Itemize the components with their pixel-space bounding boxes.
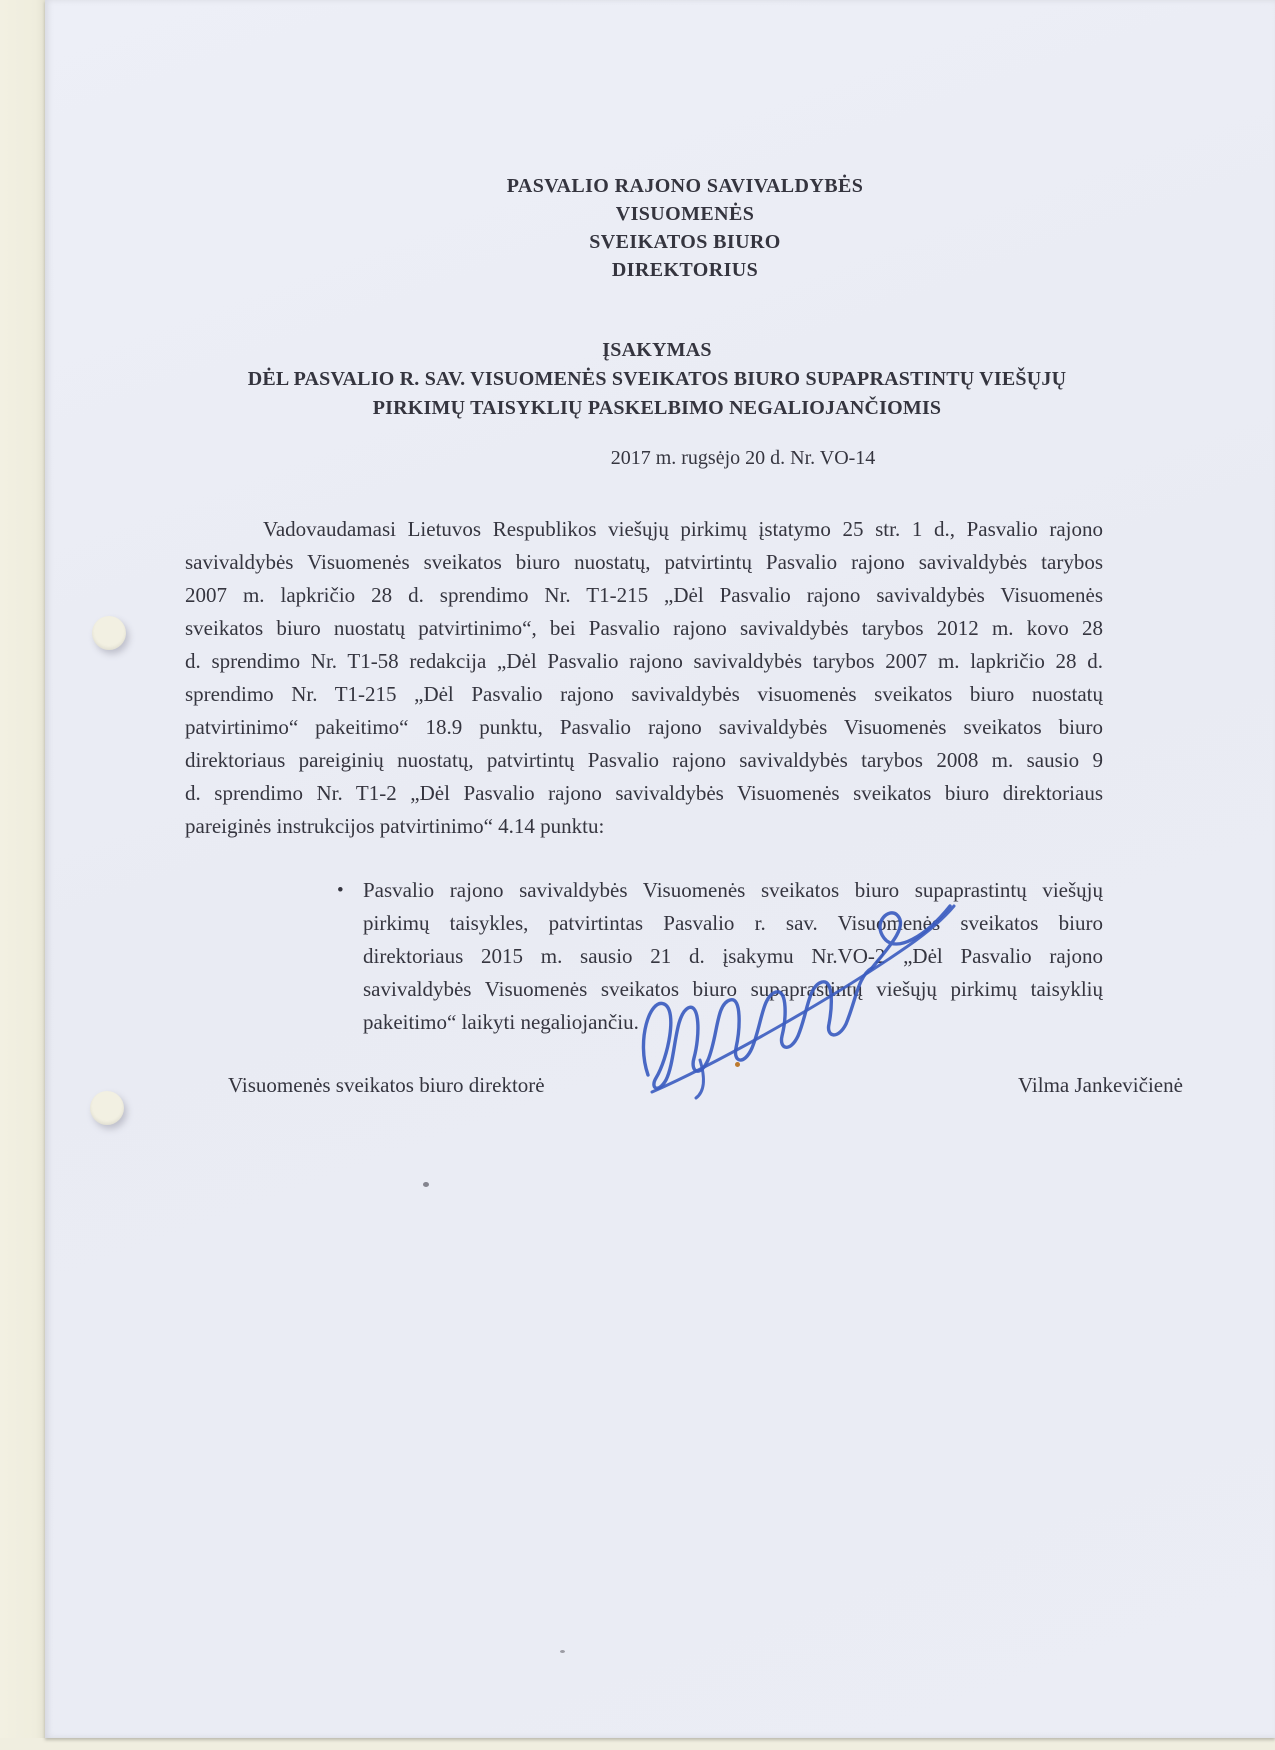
signature-stroke [696, 1060, 703, 1098]
body-line: d. sprendimo Nr. T1-2 „Dėl Pasvalio rajono savivaldybės Visuomenės sveikatos biuro direktoriaus [185, 781, 1103, 805]
body-paragraph [185, 513, 1103, 843]
body-line: Vadovaudamasi Lietuvos Respublikos viešųjų pirkimų įstatymo 25 str. 1 d., Pasvalio rajono [263, 517, 1103, 541]
body-line: savivaldybės Visuomenės sveikatos biuro nuostatų, patvirtintų Pasvalio rajono savivaldybės tarybos [185, 550, 1103, 574]
signature-stroke [643, 968, 872, 1088]
body-line: sprendimo Nr. T1-215 „Dėl Pasvalio rajono savivaldybės visuomenės sveikatos biuro nuostatų [185, 682, 1103, 706]
bullet-line: direktoriaus 2015 m. sausio 21 d. įsakymu Nr.VO-2 „Dėl Pasvalio rajono [363, 944, 1103, 968]
bullet-line: Pasvalio rajono savivaldybės Visuomenės sveikatos biuro supaprastintų viešųjų [363, 878, 1103, 902]
signature-stroke [652, 906, 954, 1092]
bullet-marker: • [337, 880, 344, 901]
org-header-line: VISUOMENĖS [615, 203, 755, 225]
handwritten-signature [600, 878, 980, 1108]
scanner-edge-bottom [0, 1738, 1275, 1750]
org-header-line: SVEIKATOS BIURO [589, 231, 781, 253]
body-line: pareiginės instrukcijos patvirtinimo“ 4.14 punktu: [185, 814, 605, 838]
scanner-edge-left [0, 0, 45, 1750]
decree-title-line: ĮSAKYMAS [602, 339, 712, 361]
org-header-line: DIREKTORIUS [611, 259, 759, 281]
body-line: 2007 m. lapkričio 28 d. sprendimo Nr. T1-215 „Dėl Pasvalio rajono savivaldybės Visuomenės [185, 583, 1103, 607]
bullet-line: pakeitimo“ laikyti negaliojančiu. [363, 1010, 639, 1034]
body-line: patvirtinimo“ pakeitimo“ 18.9 punktu, Pasvalio rajono savivaldybės Visuomenės sveikatos biuro [185, 715, 1103, 739]
signature-name: Vilma Jankevičienė [1018, 1073, 1183, 1097]
scan-speck [423, 1182, 429, 1187]
bullet-line: pirkimų taisykles, patvirtintas Pasvalio r. sav. Visuomenės sveikatos biuro [363, 911, 1103, 935]
signature-role-label: Visuomenės sveikatos biuro direktorė [228, 1073, 545, 1097]
punch-hole-top [92, 616, 126, 650]
body-line: d. sprendimo Nr. T1-58 redakcija „Dėl Pasvalio rajono savivaldybės tarybos 2007 m. lapkričio 28 d. [185, 649, 1103, 673]
punch-hole-bottom [90, 1091, 124, 1125]
body-line: direktoriaus pareiginių nuostatų, patvirtintų Pasvalio rajono savivaldybės tarybos 2008 m. sausio 9 [185, 748, 1103, 772]
signature-stroke [872, 906, 950, 968]
decree-title [197, 336, 1117, 423]
bullet-line: savivaldybės Visuomenės sveikatos biuro supaprastintų viešųjų pirkimų taisyklių [363, 977, 1103, 1001]
decree-title-line: DĖL PASVALIO R. SAV. VISUOMENĖS SVEIKATOS BIURO SUPAPRASTINTŲ VIEŠŲJŲ [247, 368, 1067, 390]
decree-date-number: 2017 m. rugsėjo 20 d. Nr. VO-14 [610, 447, 876, 469]
decree-title-line: PIRKIMŲ TAISYKLIŲ PASKELBIMO NEGALIOJANČIOMIS [372, 397, 942, 419]
scan-speck [560, 1650, 565, 1653]
org-header-line: PASVALIO RAJONO SAVIVALDYBĖS [506, 175, 864, 197]
scan-speck [735, 1062, 740, 1067]
body-line: sveikatos biuro nuostatų patvirtinimo“, bei Pasvalio rajono savivaldybės tarybos 2012 m. kovo 28 [185, 616, 1103, 640]
organization-header [225, 172, 1145, 284]
